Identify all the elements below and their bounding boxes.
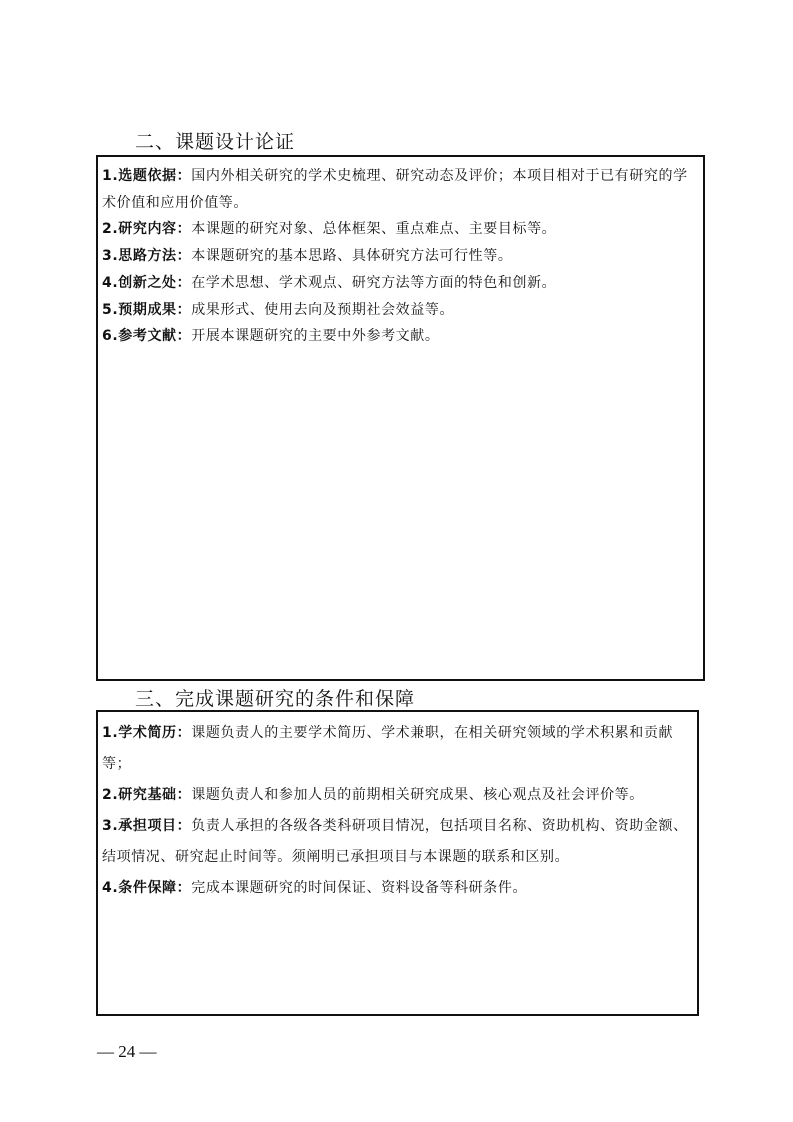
list-item xyxy=(102,873,693,904)
item-label: 2.研究基础： xyxy=(102,787,192,803)
list-item xyxy=(102,297,699,324)
item-text: 负责人承担的各级各类科研项目情况，包括项目名称、资助机构、资助金额、结项情况、研究起止时间等。须阐明已承担项目与本课题的联系和区别。 xyxy=(102,818,688,865)
item-text: 在学术思想、学术观点、研究方法等方面的特色和创新。 xyxy=(191,274,557,291)
page-number: — 24 — xyxy=(97,1042,157,1061)
section-2-title: 二、课题设计论证 xyxy=(135,131,296,153)
item-label: 1.学术简历： xyxy=(102,725,192,741)
item-text: 成果形式、使用去向及预期社会效益等。 xyxy=(191,301,455,318)
item-text: 开展本课题研究的主要中外参考文献。 xyxy=(191,328,440,345)
item-label: 2.研究内容： xyxy=(102,221,192,238)
item-text: 课题负责人和参加人员的前期相关研究成果、核心观点及社会评价等。 xyxy=(191,787,644,803)
item-label: 5.预期成果： xyxy=(102,301,192,318)
list-item xyxy=(102,323,699,350)
list-item xyxy=(102,718,693,780)
item-text: 国内外相关研究的学术史梳理、研究动态及评价；本项目相对于已有研究的学术价值和应用价值等。 xyxy=(102,168,688,211)
list-item xyxy=(102,780,693,811)
list-item xyxy=(102,243,699,270)
item-text: 课题负责人的主要学术简历、学术兼职，在相关研究领域的学术积累和贡献等； xyxy=(102,725,674,772)
list-item xyxy=(102,270,699,297)
section-2-box xyxy=(96,155,705,681)
item-label: 6.参考文献： xyxy=(102,328,192,345)
item-label: 3.承担项目： xyxy=(102,818,192,834)
item-text: 本课题的研究对象、总体框架、重点难点、主要目标等。 xyxy=(191,221,557,238)
item-label: 4.条件保障： xyxy=(102,880,192,896)
list-item xyxy=(102,216,699,243)
item-text: 本课题研究的基本思路、具体研究方法可行性等。 xyxy=(191,248,513,265)
section-3-box xyxy=(96,710,699,1016)
section-3-title: 三、完成课题研究的条件和保障 xyxy=(135,688,416,710)
item-label: 3.思路方法： xyxy=(102,248,192,265)
item-label: 4.创新之处： xyxy=(102,274,192,291)
item-text: 完成本课题研究的时间保证、资料设备等科研条件。 xyxy=(191,880,528,896)
list-item xyxy=(102,811,693,873)
item-label: 1.选题依据： xyxy=(102,168,192,184)
list-item xyxy=(102,163,699,216)
